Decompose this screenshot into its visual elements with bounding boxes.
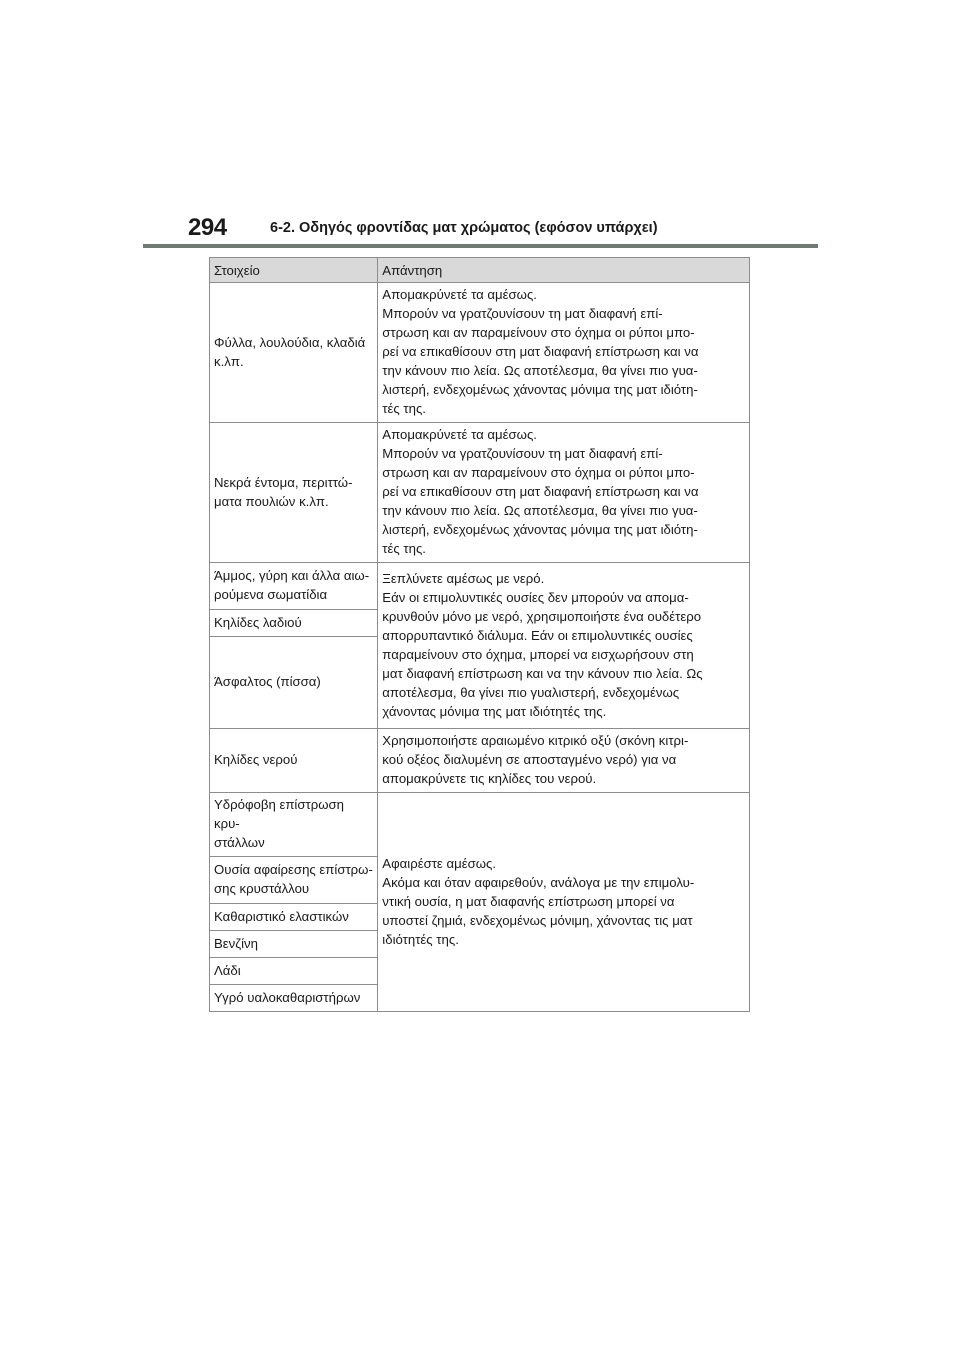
- item-line: Κηλίδες λαδιού: [214, 614, 302, 630]
- item-cell: [210, 931, 378, 958]
- column-header-item: Στοιχείο: [210, 258, 378, 283]
- answer-cell: [378, 729, 750, 793]
- table-row: [210, 563, 750, 610]
- item-cell: [210, 857, 378, 904]
- answer-line: ρεί να επικαθίσουν στη ματ διαφανή επίστρωση και να: [382, 344, 699, 359]
- table-row: [210, 423, 750, 563]
- item-line: Φύλλα, λουλούδια, κλαδιά: [214, 334, 366, 350]
- item-line: Άσφαλτος (πίσσα): [214, 674, 321, 689]
- item-line: Βενζίνη: [214, 935, 258, 951]
- answer-line: χάνοντας μόνιμα της ματ ιδιότητές της.: [382, 703, 607, 719]
- table-row: [210, 729, 750, 793]
- answer-line: κού οξέος διαλυμένη σε αποσταγμένο νερό) για να: [382, 752, 677, 767]
- answer-line: Ακόμα και όταν αφαιρεθούν, ανάλογα με την επιμολυ-: [382, 874, 695, 890]
- answer-cell: [378, 793, 750, 1012]
- answer-cell: [378, 423, 750, 563]
- answer-line: Μπορούν να γρατζουνίσουν τη ματ διαφανή επί-: [382, 446, 663, 461]
- answer-line: Εάν οι επιμολυντικές ουσίες δεν μπορούν να απομα-: [382, 589, 689, 605]
- page-header: [182, 216, 822, 244]
- item-line: κ.λπ.: [214, 353, 244, 369]
- answer-line: στρωση και αν παραμείνουν στο όχημα οι ρύποι μπο-: [382, 465, 695, 480]
- answer-line: στρωση και αν παραμείνουν στο όχημα οι ρύποι μπο-: [382, 325, 695, 340]
- item-cell: [210, 610, 378, 637]
- item-cell: [210, 958, 378, 985]
- item-line: Υδρόφοβη επίστρωση κρυ-: [214, 797, 344, 831]
- answer-line: τές της.: [382, 541, 426, 556]
- item-line: σης κρυστάλλου: [214, 881, 310, 896]
- answer-line: Μπορούν να γρατζουνίσουν τη ματ διαφανή επί-: [382, 306, 663, 321]
- answer-line: Αφαιρέστε αμέσως.: [382, 855, 497, 871]
- page-number: 294: [188, 214, 227, 241]
- answer-line: την κάνουν πιο λεία. Ως αποτέλεσμα, θα γίνει πιο γυα-: [382, 363, 698, 378]
- item-line: Νεκρά έντομα, περιττώ-: [214, 474, 353, 490]
- item-cell: [210, 423, 378, 563]
- answer-line: την κάνουν πιο λεία. Ως αποτέλεσμα, θα γίνει πιο γυα-: [382, 503, 698, 518]
- answer-line: λιστερή, ενδεχομένως χάνοντας μόνιμα της ματ ιδιότη-: [382, 382, 698, 397]
- answer-line: ματ διαφανή επίστρωση και να την κάνουν πιο λεία. Ως: [382, 665, 703, 681]
- item-cell: [210, 637, 378, 729]
- table-row: [210, 283, 750, 423]
- answer-line: Απομακρύνετέ τα αμέσως.: [382, 427, 537, 442]
- item-line: ματα πουλιών κ.λπ.: [214, 493, 329, 509]
- item-cell: [210, 904, 378, 931]
- care-table: [209, 257, 750, 1012]
- header-divider: [143, 244, 818, 248]
- column-header-answer: Απάντηση: [378, 258, 750, 283]
- item-line: Καθαριστικό ελαστικών: [214, 908, 349, 924]
- item-cell: [210, 729, 378, 793]
- item-line: Κηλίδες νερού: [214, 752, 298, 767]
- chapter-title: 6-2. Οδηγός φροντίδας ματ χρώματος (εφόσον υπάρχει): [270, 220, 658, 236]
- item-line: Λάδι: [214, 962, 241, 978]
- answer-line: ρεί να επικαθίσουν στη ματ διαφανή επίστρωση και να: [382, 484, 699, 499]
- answer-line: Ξεπλύνετε αμέσως με νερό.: [382, 570, 545, 586]
- item-line: ρούμενα σωματίδια: [214, 587, 328, 602]
- item-cell: [210, 283, 378, 423]
- answer-line: κρυνθούν μόνο με νερό, χρησιμοποιήστε ένα ουδέτερο: [382, 608, 702, 624]
- item-line: Ουσία αφαίρεσης επίστρω-: [214, 862, 373, 877]
- answer-line: Χρησιμοποιήστε αραιωμένο κιτρικό οξύ (σκόνη κιτρι-: [382, 733, 689, 748]
- answer-line: λιστερή, ενδεχομένως χάνοντας μόνιμα της ματ ιδιότη-: [382, 522, 698, 537]
- item-line: Άμμος, γύρη και άλλα αιω-: [214, 568, 370, 583]
- item-cell: [210, 793, 378, 857]
- answer-line: υποστεί ζημιά, ενδεχομένως μόνιμη, χάνοντας τις ματ: [382, 912, 693, 928]
- answer-cell: [378, 563, 750, 729]
- answer-line: παραμείνουν στο όχημα, μπορεί να εισχωρήσουν στη: [382, 646, 694, 662]
- answer-line: τές της.: [382, 401, 426, 416]
- answer-line: ιδιότητές της.: [382, 931, 459, 947]
- answer-line: Απομακρύνετέ τα αμέσως.: [382, 287, 537, 302]
- answer-line: απομακρύνετε τις κηλίδες του νερού.: [382, 771, 597, 786]
- table-header-row: [210, 258, 750, 283]
- item-line: στάλλων: [214, 835, 265, 850]
- answer-line: απορρυπαντικό διάλυμα. Εάν οι επιμολυντικές ουσίες: [382, 627, 693, 643]
- answer-line: ντική ουσία, η ματ διαφανής επίστρωση μπορεί να: [382, 893, 675, 909]
- answer-cell: [378, 283, 750, 423]
- item-cell: [210, 985, 378, 1012]
- answer-line: αποτέλεσμα, θα γίνει πιο γυαλιστερή, ενδεχομένως: [382, 684, 680, 700]
- item-cell: [210, 563, 378, 610]
- table-row: [210, 793, 750, 857]
- item-line: Υγρό υαλοκαθαριστήρων: [214, 989, 361, 1005]
